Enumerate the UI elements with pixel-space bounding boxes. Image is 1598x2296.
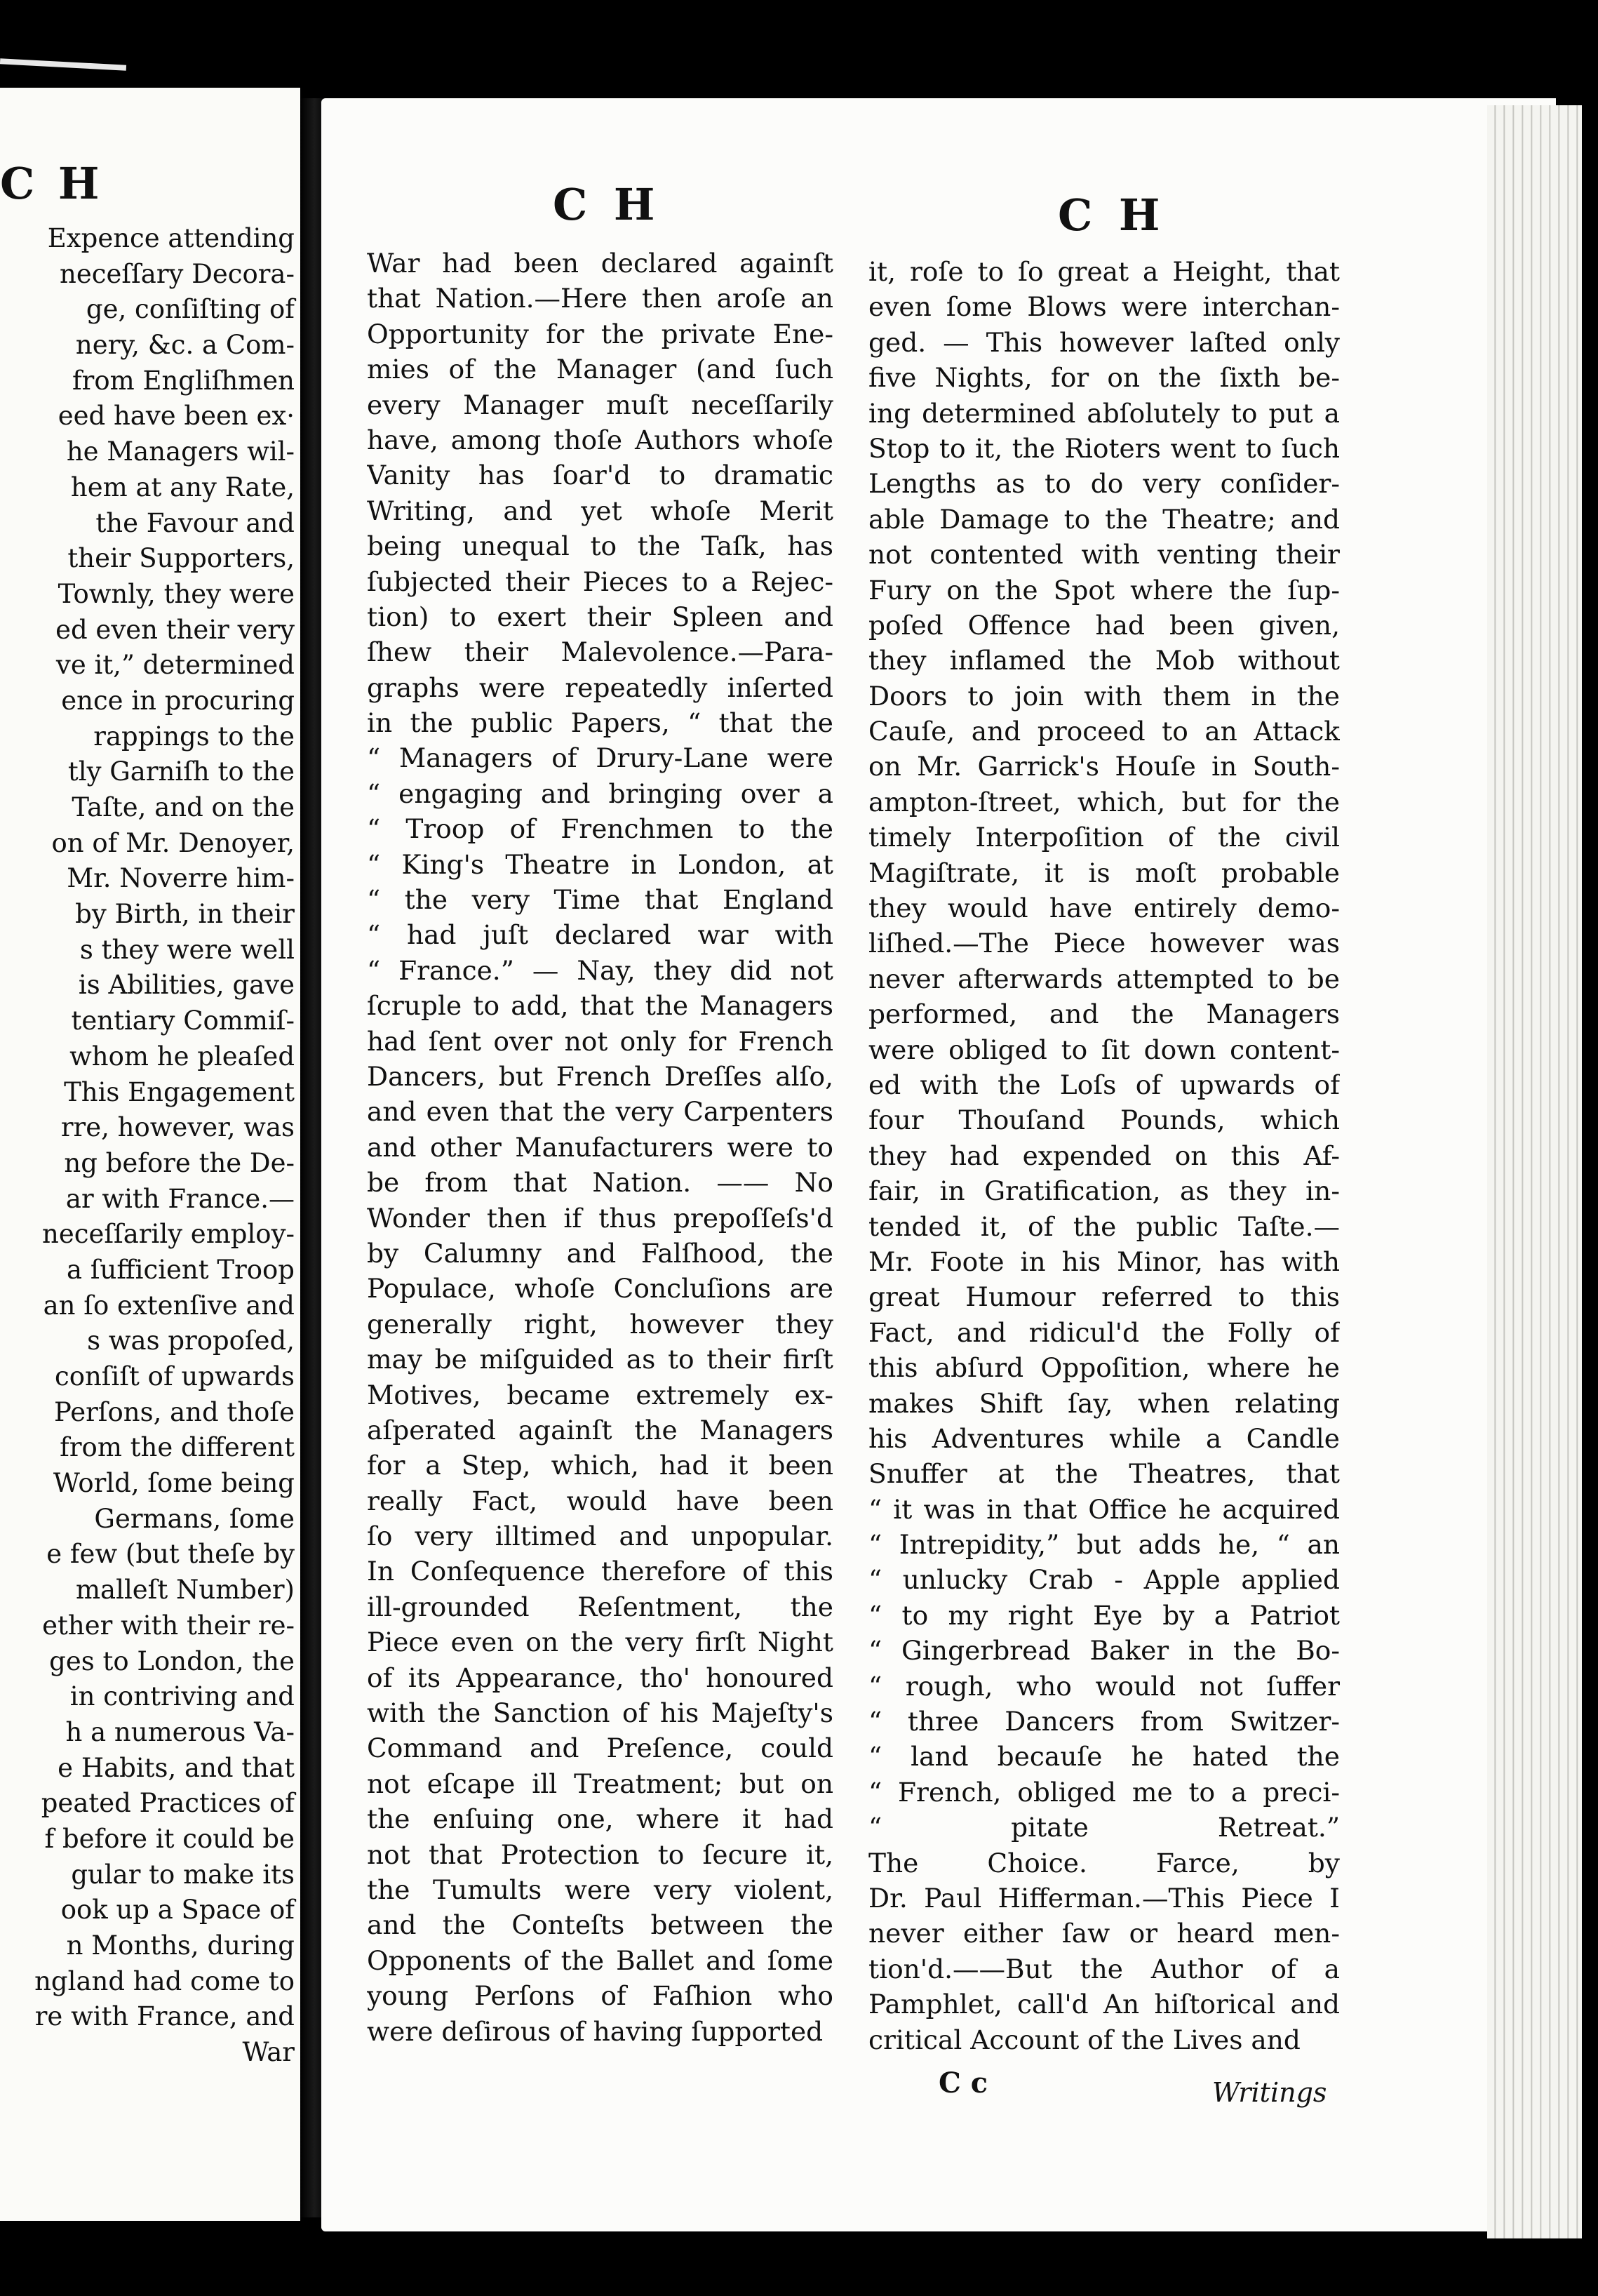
text-line: ges to London, the <box>49 1646 295 1676</box>
text-line: s was propoſed, <box>87 1326 295 1356</box>
text-line: ar with France.— <box>65 1183 295 1214</box>
text-line: conſiſt of upwards <box>54 1361 295 1391</box>
text-line: gular to make its <box>71 1859 295 1890</box>
text-line: Expence attending <box>47 223 295 253</box>
text-line: ill-grounded Reſentment, the <box>367 1591 833 1622</box>
text-line: a ſufficient Troop <box>67 1254 295 1285</box>
signature-mark: C c <box>939 2067 988 2100</box>
text-line: ge, conſiſting of <box>86 294 295 325</box>
text-line: Populace, whoſe Concluſions are <box>367 1273 833 1304</box>
text-line: is Abilities, gave <box>78 970 295 1001</box>
text-line: by Calumny and Falſhood, the <box>367 1237 833 1269</box>
text-column-right <box>868 254 1340 2057</box>
text-line: every Manager muſt neceſſarily <box>367 389 833 420</box>
text-line: for a Step, which, had it been <box>367 1450 833 1481</box>
text-line: neceſſarily employ- <box>42 1219 295 1250</box>
text-line: ing determined abſolutely to put a <box>868 397 1340 429</box>
text-line: ged. — This however laſted only <box>868 326 1340 358</box>
text-line: rappings to the <box>93 721 295 752</box>
text-line: War <box>242 2037 295 2068</box>
text-line: Taſte, and on the <box>72 792 295 822</box>
text-column-left <box>367 246 833 2049</box>
text-line: timely Interpoſition of the civil <box>868 822 1340 853</box>
text-line: and even that the very Carpenters <box>367 1096 833 1128</box>
text-line: by Birth, in their <box>75 899 295 930</box>
page-edge-stack <box>1487 105 1582 2238</box>
text-line: ed even their very <box>55 614 295 645</box>
text-line: Mr. Foote in his Minor, has with <box>868 1246 1340 1277</box>
scan-artifact <box>0 58 126 70</box>
text-line: their Supporters, <box>67 543 295 574</box>
text-line: “ Intrepidity,” but adds he, “ an <box>868 1529 1340 1561</box>
text-line: they had expended on this Af- <box>868 1140 1340 1171</box>
text-line: fair, in Gratification, as they in- <box>868 1175 1340 1207</box>
text-line: “ rough, who would not ſuffer <box>868 1670 1340 1702</box>
left-page-text <box>0 221 295 2071</box>
text-line: ether with their re- <box>42 1610 295 1641</box>
text-line: “ the very Time that England <box>367 884 833 916</box>
text-line: this abſurd Oppoſition, where he <box>868 1352 1340 1384</box>
text-line: eed have been ex· <box>58 401 295 432</box>
text-line: five Nights, for on the ſixth be- <box>868 362 1340 394</box>
text-line: ook up a Space of <box>60 1895 295 1925</box>
right-page <box>321 98 1556 2231</box>
text-line: not eſcape ill Treatment; but on <box>367 1768 833 1799</box>
text-line: Cauſe, and proceed to an Attack <box>868 716 1340 747</box>
text-line: with the Sanction of his Majeſty's <box>367 1697 833 1729</box>
text-line: Stop to it, the Rioters went to ſuch <box>868 432 1340 464</box>
text-line: ng before the De- <box>64 1147 295 1178</box>
text-line: Writing, and yet whoſe Merit <box>367 495 833 526</box>
text-line: in the public Papers, “ that the <box>367 707 833 739</box>
text-line: tended it, of the public Taſte.— <box>868 1210 1340 1242</box>
text-line: had ſent over not only for French <box>367 1025 833 1057</box>
text-line: Townly, they were <box>58 578 295 609</box>
text-line: “ Gingerbread Baker in the Bo- <box>868 1635 1340 1667</box>
text-line: Fact, and ridicul'd the Folly of <box>868 1316 1340 1348</box>
text-line: Magiſtrate, it is moſt probable <box>868 857 1340 888</box>
text-line: Dr. Paul Hifferman.—This Piece I <box>868 1882 1340 1914</box>
text-line: generally right, however they <box>367 1308 833 1340</box>
text-line: Perſons, and thoſe <box>53 1396 295 1427</box>
text-line: “ had juſt declared war with <box>367 919 833 951</box>
text-line: ence in procuring <box>61 685 295 716</box>
text-line: Opponents of the Ballet and ſome <box>367 1944 833 1976</box>
text-line: “ three Dancers from Switzer- <box>868 1706 1340 1737</box>
text-line: World, ſome being <box>53 1468 295 1499</box>
text-line: n Months, during <box>66 1930 295 1961</box>
left-running-head: C H <box>0 158 104 209</box>
text-line: ngland had come to <box>34 1965 295 1996</box>
text-line: “ to my right Eye by a Patriot <box>868 1599 1340 1631</box>
text-line: nery, &c. a Com- <box>75 330 295 361</box>
text-line: neceſſary Decora- <box>60 258 295 289</box>
text-line: were deſirous of having ſupported <box>367 2015 824 2047</box>
text-line: “ unlucky Crab - Apple applied <box>868 1564 1340 1596</box>
text-line: and the Conteſts between the <box>367 1909 833 1941</box>
text-line: young Perſons of Faſhion who <box>367 1980 833 2012</box>
text-line: on Mr. Garrick's Houſe in South- <box>868 751 1340 782</box>
text-line: that Nation.—Here then aroſe an <box>367 283 833 314</box>
text-line: graphs were repeatedly inſerted <box>367 672 833 703</box>
text-line: not contented with venting their <box>868 539 1340 570</box>
text-line: Dancers, but French Dreſſes alſo, <box>367 1060 833 1092</box>
text-line: Germans, ſome <box>94 1503 295 1534</box>
text-line: Command and Preſence, could <box>367 1733 833 1764</box>
text-line: ſhew their Malevolence.—Para- <box>367 636 833 668</box>
text-line: Opportunity for the private Ene- <box>367 318 833 349</box>
text-line: Snuffer at the Theatres, that <box>868 1458 1340 1490</box>
text-line: not that Protection to ſecure it, <box>367 1838 833 1870</box>
text-line: may be miſguided as to their firſt <box>367 1344 833 1375</box>
text-line: tion) to exert their Spleen and <box>367 601 833 632</box>
left-page-fragment <box>0 88 300 2221</box>
text-line: f before it could be <box>44 1823 295 1854</box>
text-line: never either ſaw or heard men- <box>868 1918 1340 1949</box>
text-line: Doors to join with them in the <box>868 680 1340 712</box>
text-line: it, roſe to ſo great a Height, that <box>868 256 1340 287</box>
text-line: the Tumults were very violent, <box>367 1874 833 1905</box>
text-line: “ French, obliged me to a preci- <box>868 1776 1340 1808</box>
text-line: ſubjected their Pieces to a Rejec- <box>367 566 833 597</box>
text-line: performed, and the Managers <box>868 999 1340 1030</box>
text-line: tentiary Commiſ- <box>71 1006 295 1036</box>
text-line: Piece even on the very firſt Night <box>367 1627 833 1658</box>
text-line: malleſt Number) <box>75 1575 295 1606</box>
text-line: ve it,” determined <box>55 650 295 681</box>
text-line: four Thouſand Pounds, which <box>868 1104 1340 1136</box>
text-line: really Fact, would have been <box>367 1485 833 1516</box>
text-line: peated Practices of <box>41 1788 295 1819</box>
text-line: his Adventures while a Candle <box>868 1422 1340 1454</box>
text-line: e Habits, and that <box>58 1752 295 1783</box>
running-head-right-column: C H <box>1058 189 1166 241</box>
text-line: on of Mr. Denoyer, <box>51 827 295 858</box>
text-line: re with France, and <box>34 2001 295 2032</box>
text-line: liſhed.—The Piece however was <box>868 928 1340 959</box>
text-line: being unequal to the Taſk, has <box>367 530 833 562</box>
text-line: critical Account of the Lives and <box>868 2024 1301 2055</box>
text-line: Vanity has ſoar'd to dramatic <box>367 460 833 491</box>
text-line: were obliged to ſit down content- <box>868 1034 1340 1065</box>
text-line: Mr. Noverre him- <box>67 863 295 894</box>
text-line: rre, however, was <box>60 1112 295 1143</box>
text-line: s they were well <box>79 934 295 965</box>
text-line: aſperated againſt the Managers <box>367 1414 833 1446</box>
running-head-left-column: C H <box>553 179 661 230</box>
text-line: “ it was in that Office he acquired <box>868 1493 1340 1525</box>
text-line: the Favour and <box>95 507 295 538</box>
text-line: In Conſequence therefore of this <box>367 1556 833 1587</box>
text-line: ſcruple to add, that the Managers <box>367 990 833 1022</box>
text-line: Pamphlet, call'd An hiſtorical and <box>868 1989 1340 2020</box>
text-line: have, among thoſe Authors whoſe <box>367 424 833 455</box>
text-line: Wonder then if thus prepoſſeſs'd <box>367 1202 833 1234</box>
text-line: an ſo extenſive and <box>43 1290 295 1321</box>
text-line: The Choice. Farce, by <box>868 1847 1340 1878</box>
text-line: hem at any Rate, <box>70 472 295 502</box>
text-line: in contriving and <box>69 1681 295 1712</box>
text-line: from the different <box>60 1432 295 1463</box>
text-line: never afterwards attempted to be <box>868 963 1340 994</box>
catchword: Writings <box>1212 2077 1327 2108</box>
text-line: “ engaging and bringing over a <box>367 777 833 809</box>
text-line: tly Garniſh to the <box>67 756 295 787</box>
text-line: the enſuing one, where it had <box>367 1803 833 1835</box>
text-line: from Engliſhmen <box>72 365 295 396</box>
text-line: makes Shift ſay, when relating <box>868 1387 1340 1419</box>
text-line: they would have entirely demo- <box>868 893 1340 924</box>
text-line: and other Manufacturers were to <box>367 1131 833 1163</box>
text-line: “ Managers of Drury-Lane were <box>367 742 833 774</box>
text-line: he Managers wil- <box>66 436 295 467</box>
text-line: This Engagement <box>64 1076 295 1107</box>
text-line: “ pitate Retreat.” <box>868 1812 1340 1843</box>
text-line: Lengths as to do very conſider- <box>868 468 1340 500</box>
text-line: “ land becauſe he hated the <box>868 1741 1340 1773</box>
text-line: be from that Nation. —— No <box>367 1167 833 1199</box>
text-line: ſo very illtimed and unpopular. <box>367 1521 833 1552</box>
text-line: Motives, became extremely ex- <box>367 1379 833 1410</box>
text-line: “ Troop of Frenchmen to the <box>367 813 833 845</box>
text-line: whom he pleaſed <box>69 1041 295 1072</box>
text-line: they inflamed the Mob without <box>868 645 1340 676</box>
text-line: poſed Offence had been given, <box>868 609 1340 641</box>
text-line: e few (but theſe by <box>46 1539 295 1570</box>
text-line: ampton-ſtreet, which, but for the <box>868 786 1340 817</box>
text-line: Fury on the Spot where the ſup- <box>868 574 1340 606</box>
text-line: War had been declared againſt <box>367 248 833 279</box>
text-line: h a numerous Va- <box>65 1716 295 1747</box>
text-line: “ France.” — Nay, they did not <box>367 954 833 986</box>
text-line: able Damage to the Theatre; and <box>868 503 1340 535</box>
text-line: tion'd.——But the Author of a <box>868 1953 1340 1984</box>
text-line: of its Appearance, tho' honoured <box>367 1662 833 1693</box>
text-line: ed with the Loſs of upwards of <box>868 1069 1340 1100</box>
text-line: even ſome Blows were interchan- <box>868 291 1340 323</box>
text-line: mies of the Manager (and ſuch <box>367 354 833 385</box>
text-line: great Humour referred to this <box>868 1281 1340 1313</box>
text-line: “ King's Theatre in London, at <box>367 848 833 880</box>
